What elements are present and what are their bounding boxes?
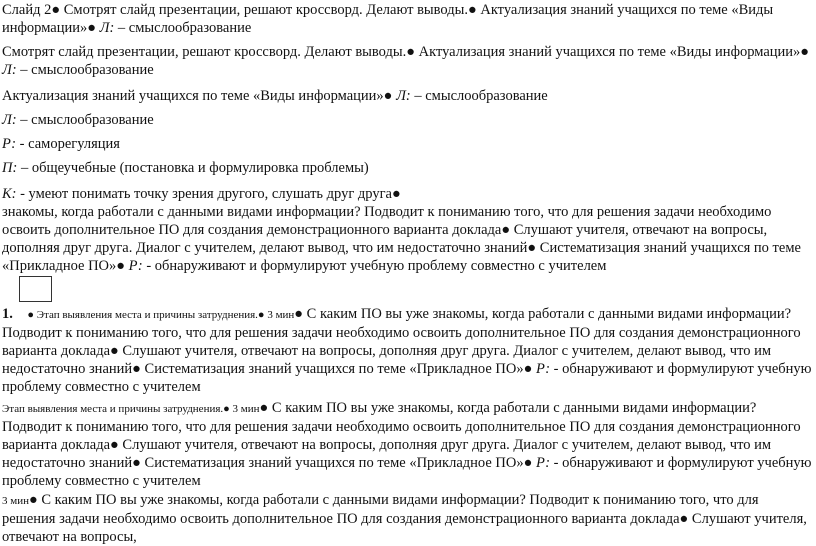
paragraph-stage-repeat: Этап выявления места и причины затруднения.● 3 мин● С каким ПО вы уже знакомы, когда работали с данными видами информации? Подводит к пониманию того, что для решения задачи необходимо освоить дополнительное ПО для создания демонстрационного варианта доклада● Слушают учителя, отвечают на вопросы, дополняя друг друга. Диалог с учителем, делают вывод, что им недостаточно знаний● Систематизация знаний учащихся по теме «Прикладное ПО»● Р: - обнаруживают и формулируют учебную проблему совместно с учителем <box>2 400 812 489</box>
paragraph-slide-2: Слайд 2● Смотрят слайд презентации, решают кроссворд. Делают выводы.● Актуализация знаний учащихся по теме «Виды информации»● Л: – смыслообразование <box>2 2 774 36</box>
paragraph-cognitive: П: – общеучебные (постановка и формулировка проблемы) <box>2 160 369 176</box>
paragraph-communicative: К: - умеют понимать точку зрения другого, слушать друг друга● знакомы, когда работали с данными видами информации? Подводит к пониманию того, что для решения задачи необходимо освоить дополнительное ПО для создания демонстрационного варианта доклада● Слушают учителя, отвечают на вопросы, дополняя друг друга. Диалог с учителем, делают вывод, что им недостаточно знаний● Систематизация знаний учащихся по теме «Прикладное ПО»● Р: - обнаруживают и формулируют учебную проблему совместно с учителем <box>2 186 801 274</box>
paragraph-actualization: Актуализация знаний учащихся по теме «Виды информации»● Л: – смыслообразование <box>2 88 548 104</box>
paragraph-regulative: Р: - саморегуляция <box>2 136 120 152</box>
paragraph-slide-presentation: Смотрят слайд презентации, решают кроссворд. Делают выводы.● Актуализация знаний учащихся по теме «Виды информации»● Л: – смыслообразование <box>2 44 810 78</box>
paragraph-three-minutes: 3 мин● С каким ПО вы уже знакомы, когда работали с данными видами информации? Подводит к пониманию того, что для решения задачи необходимо освоить дополнительное ПО для создания демонстрационного варианта доклада● Слушают учителя, отвечают на вопросы, <box>2 492 807 545</box>
table-cell-box <box>19 276 52 302</box>
paragraph-personal: Л: – смыслообразование <box>2 112 154 128</box>
paragraph-stage-1: 1. ● Этап выявления места и причины затруднения.● 3 мин● С каким ПО вы уже знакомы, когда работали с данными видами информации? Подводит к пониманию того, что для решения задачи необходимо освоить дополнительное ПО для создания демонстрационного варианта доклада● Слушают учителя, отвечают на вопросы, дополняя друг друга. Диалог с учителем, делают вывод, что им недостаточно знаний● Систематизация знаний учащихся по теме «Прикладное ПО»● Р: - обнаруживают и формулируют учебную проблему совместно с учителем <box>2 306 812 395</box>
